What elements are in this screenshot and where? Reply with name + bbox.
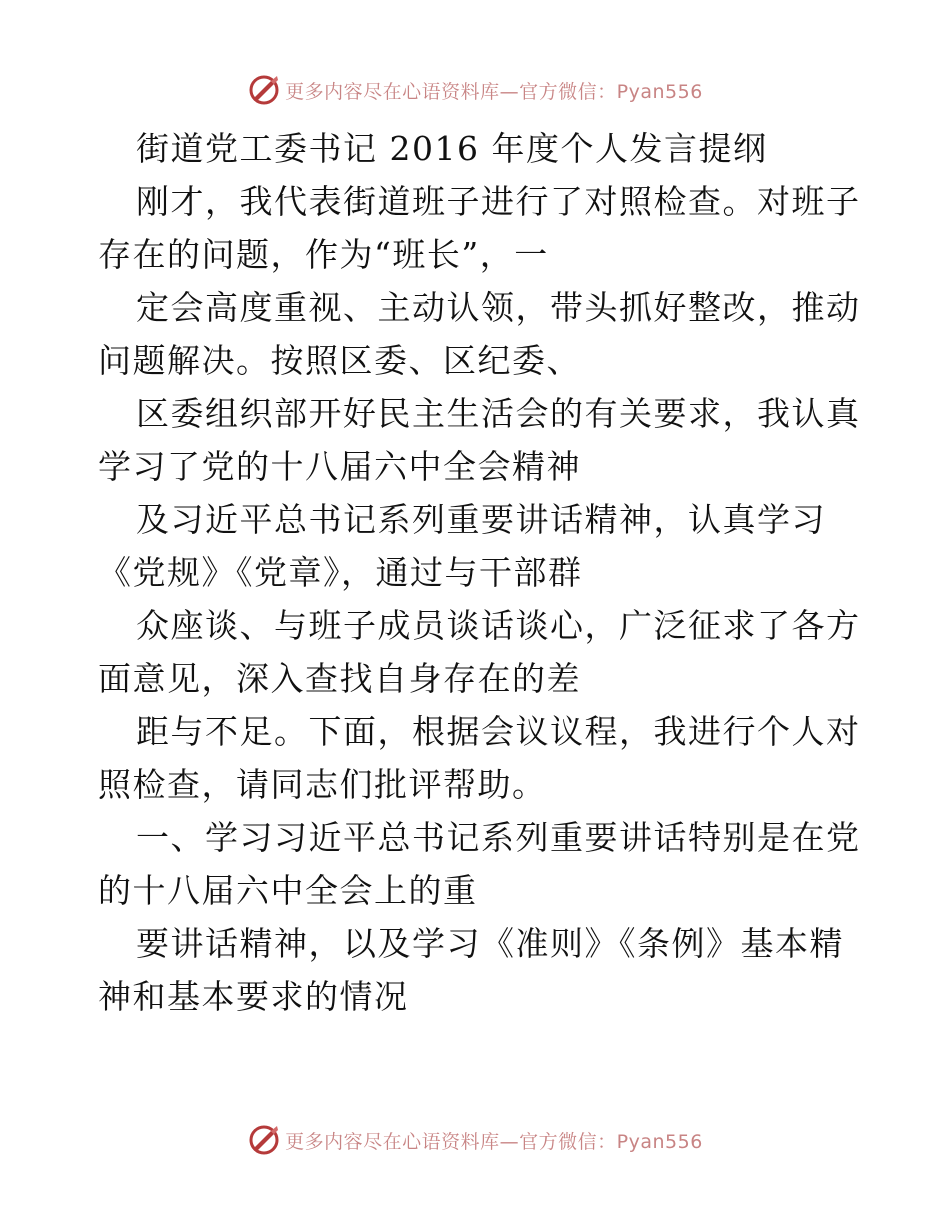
document-line: 众座谈、与班子成员谈话谈心，广泛征求了各方 bbox=[136, 606, 861, 645]
document-line: 距与不足。下面，根据会议议程，我进行个人对 bbox=[136, 712, 861, 751]
document-line: 要讲话精神，以及学习《准则》《条例》基本精 bbox=[136, 924, 844, 963]
document-line: 街道党工委书记 2016 年度个人发言提纲 bbox=[136, 129, 768, 168]
document-line: 《党规》《党章》，通过与干部群 bbox=[98, 553, 583, 592]
document-line: 问题解决。按照区委、区纪委、 bbox=[98, 341, 581, 380]
document-line: 学习了党的十八届六中全会精神 bbox=[98, 447, 581, 486]
quill-logo-icon bbox=[247, 73, 281, 107]
document-line: 照检查，请同志们批评帮助。 bbox=[98, 765, 547, 804]
document-line: 定会高度重视、主动认领，带头抓好整改，推动 bbox=[136, 288, 861, 327]
quill-logo-icon bbox=[247, 1123, 281, 1157]
document-line: 面意见，深入查找自身存在的差 bbox=[98, 659, 581, 698]
document-line: 刚才，我代表街道班子进行了对照检查。对班子 bbox=[136, 182, 861, 221]
header-banner-text: 更多内容尽在心语资料库—官方微信：Pyan556 bbox=[285, 80, 703, 103]
document-line: 一、学习习近平总书记系列重要讲话特别是在党 bbox=[136, 818, 861, 857]
footer-banner bbox=[0, 1120, 950, 1160]
document-line: 的十八届六中全会上的重 bbox=[98, 871, 478, 910]
document-line: 存在的问题，作为“班长”，一 bbox=[98, 235, 549, 274]
document-line: 及习近平总书记系列重要讲话精神，认真学习 bbox=[136, 500, 826, 539]
footer-banner-text: 更多内容尽在心语资料库—官方微信：Pyan556 bbox=[285, 1130, 703, 1153]
document-line: 区委组织部开好民主生活会的有关要求，我认真 bbox=[136, 394, 861, 433]
header-banner bbox=[0, 70, 950, 110]
document-line: 神和基本要求的情况 bbox=[98, 977, 409, 1016]
document-body bbox=[98, 122, 861, 1023]
